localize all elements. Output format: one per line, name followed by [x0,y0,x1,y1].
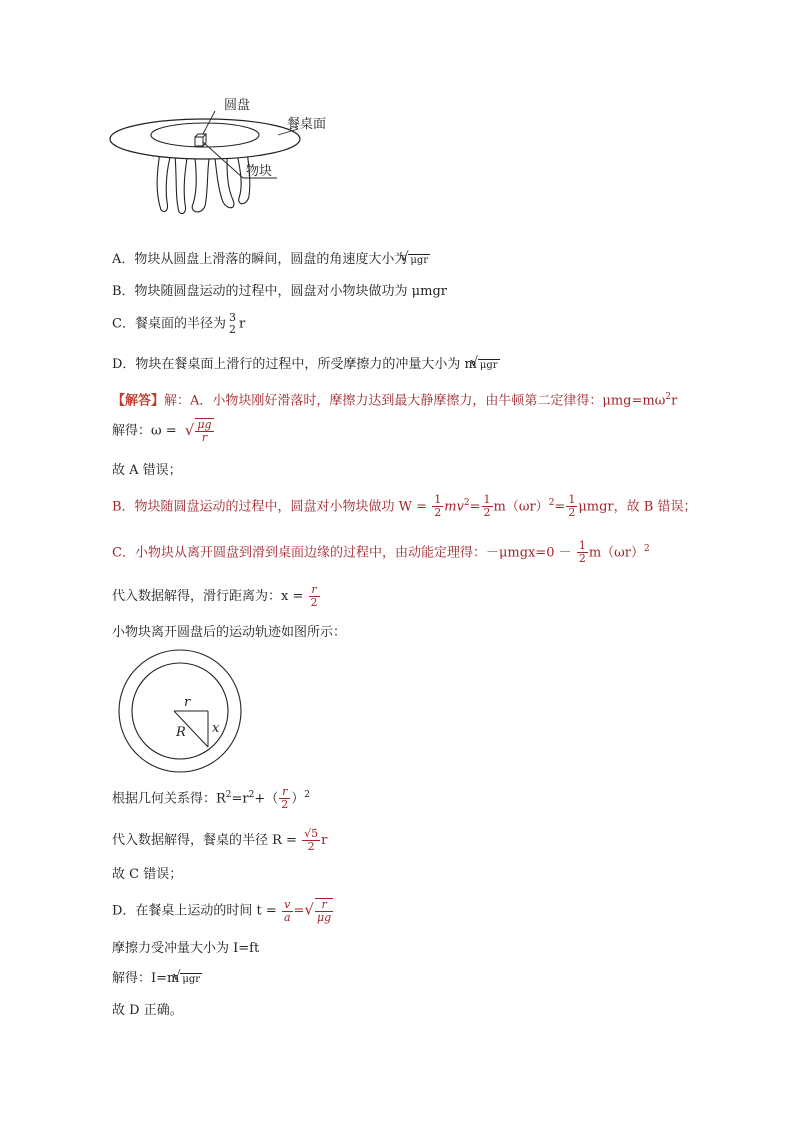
geo-sup-2: 2 [248,790,255,800]
answer-b-text: B．物块随圆盘运动的过程中，圆盘对小物块做功 W = [112,499,428,515]
c-tail: m（ωr） [588,545,644,561]
c-sup: 2 [643,544,650,554]
b-half-2: $\frac{1}{2}$ [483,493,491,520]
b-m-omega: m（ωr） [493,499,549,515]
answer-d-text: D．在餐桌上运动的时间 t = [112,903,277,919]
b-mv: mv [444,499,464,515]
solve-omega-prefix: 解得：ω = [112,423,177,439]
d-va-fraction: $\frac{v}{a}$ [283,897,291,924]
distance-fraction: $\frac{r}{2}$ [310,583,318,609]
radius-text: 代入数据解得，餐桌的半径 R = [112,833,297,848]
geo-close: ） [291,791,305,807]
geo-sup-1: 2 [225,790,232,800]
option-c-text: C．餐桌面的半径为 [112,316,226,332]
answer-c-text: C．小物块从离开圆盘到滑到桌面边缘的过程中，由动能定理得：－μmgx=0 － [112,545,572,561]
b-eq-1: = [469,499,481,515]
b-sup-1: 2 [463,498,470,508]
fig2-label-R: R [176,725,186,740]
d-right: 故 D 正确。 [112,1003,183,1018]
answer-a-sup: 2 [665,392,672,402]
geo-sup-3: 2 [304,790,311,800]
b-eq-2: = [554,499,566,515]
option-c-tail: r [238,316,246,332]
radius-fraction: $\frac{√5}{2}$ [304,827,319,853]
answer-b-line [112,494,696,528]
impulse-root: √ μgr [180,973,202,986]
radius-tail: r [321,833,328,848]
answer-c-line [112,540,650,574]
d-root-fraction: $\frac{r}{\mu g}$ [316,898,332,924]
d-eq: = [293,903,305,919]
b-half-3: $\frac{1}{2}$ [568,493,576,520]
answer-a-text: 解：A．小物块刚好滑落时，摩擦力达到最大静摩擦力，由牛顿第二定律得：μmg=mω [164,393,666,409]
impulse-line: 摩擦力受冲量大小为 I=ft [112,941,260,956]
c-wrong: 故 C 错误； [112,867,183,882]
geometry-text: 根据几何关系得：R [112,791,226,807]
distance-text: 代入数据解得，滑行距离为：x = [112,589,304,604]
label-disk: 圆盘 [224,98,251,113]
geo-plus: +（ [254,791,279,807]
option-d-root: √ μgr [478,359,500,372]
b-sup-2: 2 [548,498,555,508]
fig2-label-r: r [184,695,191,710]
radius-line [112,828,327,862]
option-a-text: A．物块从圆盘上滑落的瞬间，圆盘的角速度大小为 [112,252,408,267]
option-c-fraction: 3 2 [228,311,236,336]
a-wrong: 故 A 错误； [112,463,182,478]
option-b: B．物块随圆盘运动的过程中，圆盘对小物块做功为 μmgr [112,284,447,299]
geo-fraction: $\frac{r}{2}$ [281,785,289,812]
impulse-solve-line [112,970,202,988]
option-a-root: √ μgr [408,254,430,267]
answer-tag: 【解答】 [112,393,165,409]
option-d [112,356,500,374]
geometry-line [112,786,310,820]
solve-omega-line: 解得：ω = √ $\frac{\mu g}{r}$ [112,418,212,444]
b-half-1: $\frac{1}{2}$ [434,493,442,520]
trajectory-line: 小物块离开圆盘后的运动轨迹如图所示： [112,625,347,640]
answer-a-tail: r [671,393,678,409]
label-table: 餐桌面 [287,117,327,132]
answer-d-line: D．在餐桌上运动的时间 t = $\frac{v}{a}$ =√ $\frac{r}{\mu g}$ [112,897,332,924]
option-d-text: D．物块在餐桌面上滑行的过程中，所受摩擦力的冲量大小为 m [112,357,477,372]
geo-mid: =r [231,791,249,807]
option-a [112,251,430,269]
option-c [112,312,245,342]
fig2-label-x: x [212,721,220,736]
c-half: $\frac{1}{2}$ [578,539,586,566]
label-block: 物块 [246,164,273,179]
b-mu-text: μmgr，故 B 错误； [578,499,697,515]
distance-line [112,584,321,618]
solve-omega-fraction: $\frac{\mu g}{r}$ [197,418,212,444]
trajectory-figure [110,648,250,774]
impulse-solve-text: 解得：I=m [112,971,180,986]
answer-a-line [112,388,677,410]
